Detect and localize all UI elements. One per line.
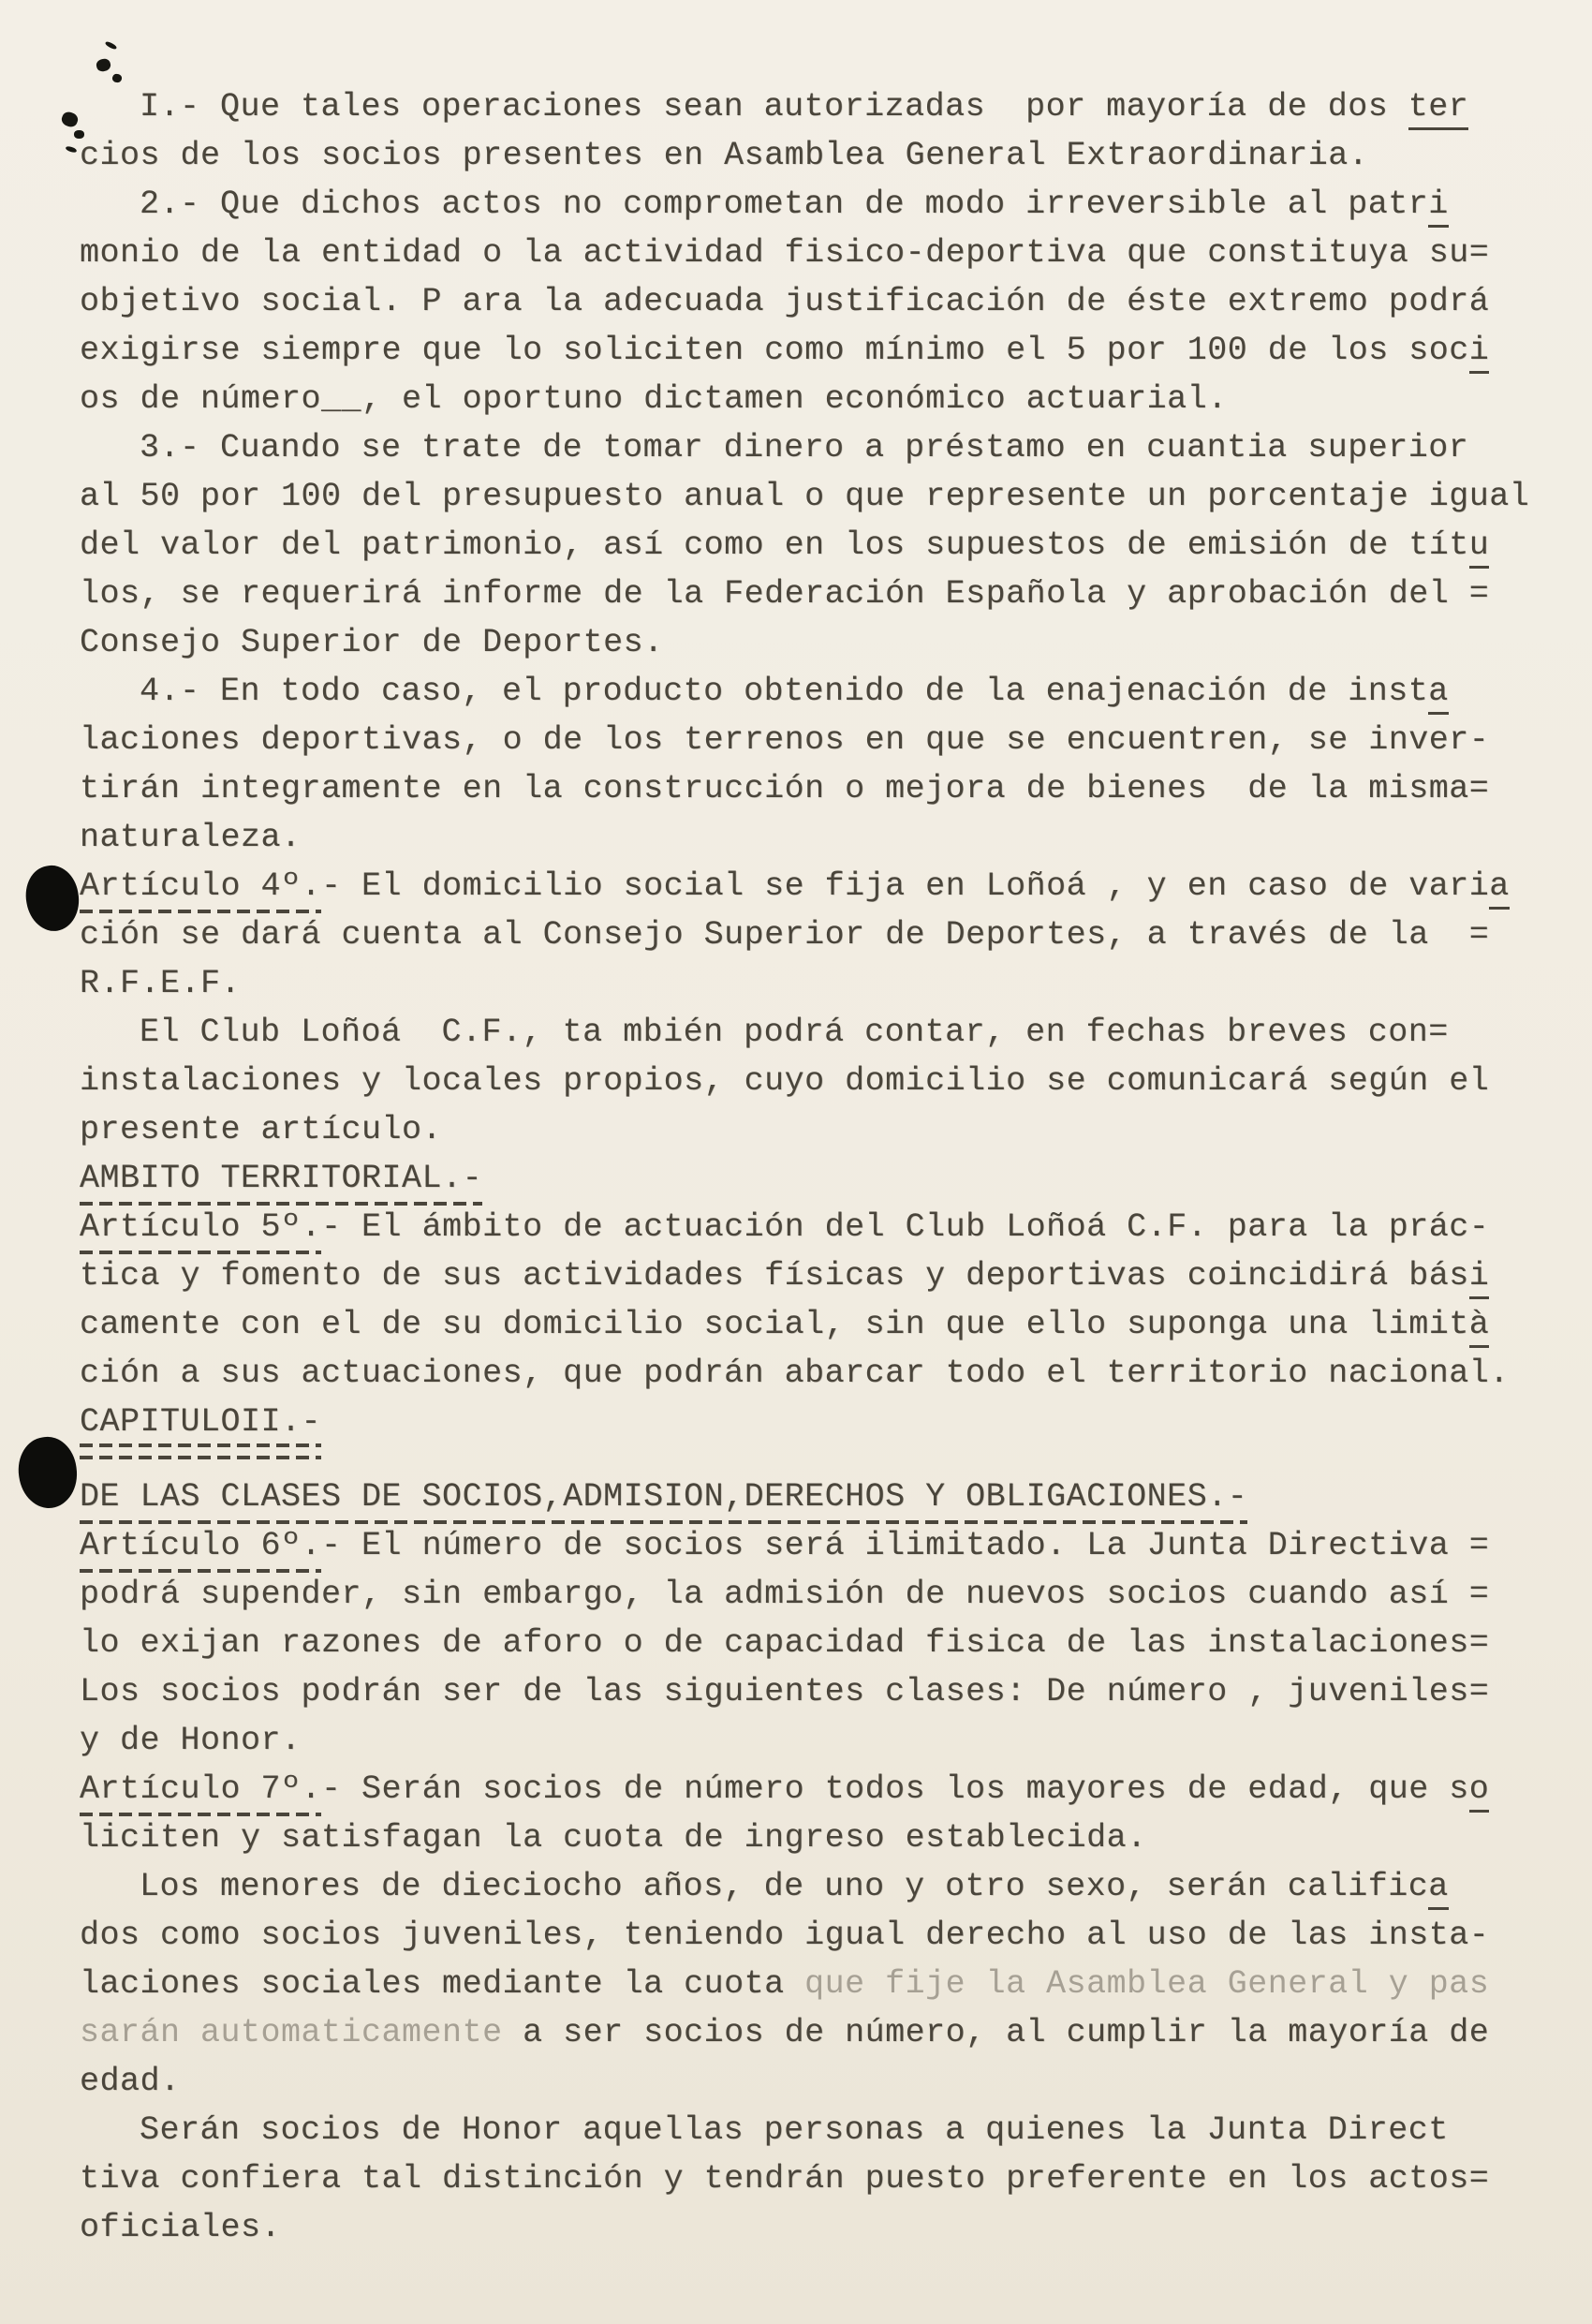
text-line [80, 764, 1555, 813]
text-segment: 3.- Cuando se trate de tomar dinero a préstamo en cuantia superior [140, 429, 1469, 466]
text-segment: - El número de socios será ilimitado. La Junta Directiva = [321, 1527, 1490, 1564]
text-segment: AMBITO TERRITORIAL.- [80, 1160, 482, 1206]
text-line [80, 1667, 1555, 1716]
text-segment: a [1489, 867, 1510, 910]
text-segment: a [1428, 673, 1449, 715]
text-line [80, 1300, 1555, 1349]
text-segment: à [1469, 1306, 1490, 1348]
text-segment: Artículo 4º. [80, 867, 321, 913]
text-line [80, 1154, 1555, 1203]
text-segment: i [1469, 332, 1490, 374]
text-segment: instalaciones y locales propios, cuyo domicilio se comunicará según el [80, 1062, 1490, 1100]
text-line [80, 375, 1555, 423]
text-line [80, 1521, 1555, 1570]
ink-speck [60, 111, 80, 129]
text-line [80, 326, 1555, 375]
text-line [80, 423, 1555, 472]
text-segment: ción a sus actuaciones, que podrán abarcar todo el territorio nacional. [80, 1354, 1510, 1392]
text-segment: tica y fomento de sus actividades físicas y deportivas coincidirá bás [80, 1257, 1469, 1295]
text-segment: laciones sociales mediante la cuota [80, 1965, 805, 2003]
text-line [80, 1203, 1555, 1251]
text-segment: i [1469, 1257, 1490, 1299]
text-line [80, 1570, 1555, 1619]
text-segment: tirán integramente en la construcción o mejora de bienes de la misma= [80, 770, 1490, 807]
text-segment: podrá supender, sin embargo, la admisión de nuevos socios cuando así = [80, 1576, 1490, 1613]
text-segment: i [1428, 185, 1449, 228]
text-segment: camente con el de su domicilio social, sin que ello suponga una limit [80, 1306, 1469, 1343]
hole-punch [21, 862, 83, 936]
hole-punch [14, 1433, 81, 1512]
text-segment: edad. [80, 2063, 181, 2100]
text-line [80, 862, 1555, 910]
text-segment: os de número__, el oportuno dictamen económico actuarial. [80, 380, 1228, 418]
text-segment: El Club Loñoá C.F., ta mbién podrá contar, en fechas breves con= [140, 1014, 1449, 1051]
text-line [80, 667, 1555, 716]
text-segment: Artículo 5º. [80, 1208, 321, 1254]
text-segment: cios de los socios presentes en Asamblea General Extraordinaria. [80, 137, 1369, 174]
text-segment: dos como socios juveniles, teniendo igual derecho al uso de las insta- [80, 1917, 1490, 1954]
text-segment: o [1469, 1770, 1490, 1813]
text-line [80, 1105, 1555, 1154]
text-segment: oficiales. [80, 2209, 282, 2246]
text-line [80, 1057, 1555, 1105]
text-line [80, 2203, 1555, 2252]
text-line [80, 180, 1555, 229]
text-segment: DE LAS CLASES DE SOCIOS,ADMISION,DERECHOS Y OBLIGACIONES.- [80, 1478, 1247, 1524]
text-segment: - El domicilio social se fija en Loñoá , y en caso de vari [321, 867, 1490, 905]
text-segment: ción se dará cuenta al Consejo Superior de Deportes, a través de la = [80, 916, 1490, 954]
ink-speck [105, 40, 118, 51]
text-line [80, 1619, 1555, 1667]
text-segment: CAPITULOII.- [80, 1403, 321, 1459]
text-segment: exigirse siempre que lo soliciten como mínimo el 5 por 100 de los soc [80, 332, 1469, 369]
text-line [80, 1911, 1555, 1960]
text-line [80, 813, 1555, 862]
text-line [80, 2154, 1555, 2203]
text-line [80, 716, 1555, 764]
text-segment: que fije la Asamblea General y pas [804, 1965, 1490, 2003]
ink-speck [96, 57, 112, 72]
text-line [80, 1349, 1555, 1398]
text-segment: Los socios podrán ser de las siguientes clases: De número , juveniles= [80, 1673, 1490, 1710]
text-line [80, 1398, 1555, 1446]
text-segment: ter [1408, 88, 1469, 130]
text-line [80, 472, 1555, 521]
text-line [80, 1960, 1555, 2008]
text-segment: del valor del patrimonio, así como en los supuestos de emisión de tít [80, 526, 1469, 564]
text-segment: 4.- En todo caso, el producto obtenido de la enajenación de inst [140, 673, 1429, 710]
text-line [80, 618, 1555, 667]
text-line [80, 277, 1555, 326]
text-segment: Artículo 7º. [80, 1770, 321, 1816]
text-line [80, 2057, 1555, 2106]
text-line [80, 910, 1555, 959]
text-segment: 2.- Que dichos actos no comprometan de modo irreversible al patr [140, 185, 1429, 223]
text-segment: laciones deportivas, o de los terrenos en que se encuentren, se inver- [80, 721, 1490, 759]
text-line [80, 2008, 1555, 2057]
text-line [80, 131, 1555, 180]
text-segment: objetivo social. P ara la adecuada justificación de éste extremo podrá [80, 283, 1490, 320]
document-text [80, 82, 1555, 2252]
text-segment: I.- Que tales operaciones sean autorizadas por mayoría de dos [140, 88, 1408, 126]
text-segment: a [1428, 1868, 1449, 1910]
text-line [80, 1716, 1555, 1765]
text-line [80, 1008, 1555, 1057]
text-line [80, 1251, 1555, 1300]
text-segment: Consejo Superior de Deportes. [80, 624, 664, 661]
text-segment: Artículo 6º. [80, 1527, 321, 1573]
text-segment: R.F.E.F. [80, 965, 242, 1002]
text-line [80, 521, 1555, 570]
text-segment: presente artículo. [80, 1111, 443, 1148]
text-line [80, 229, 1555, 277]
text-segment: u [1469, 526, 1490, 569]
text-segment: tiva confiera tal distinción y tendrán puesto preferente en los actos= [80, 2160, 1490, 2198]
text-segment: liciten y satisfagan la cuota de ingreso establecida. [80, 1819, 1147, 1857]
text-segment: y de Honor. [80, 1722, 302, 1759]
ink-speck [66, 145, 78, 153]
text-line [80, 570, 1555, 618]
text-line [80, 1765, 1555, 1813]
text-segment: los, se requerirá informe de la Federación Española y aprobación del = [80, 575, 1490, 613]
text-line [80, 1813, 1555, 1862]
text-line [80, 82, 1555, 131]
text-segment: lo exijan razones de aforo o de capacidad fisica de las instalaciones= [80, 1624, 1490, 1662]
text-line [80, 1473, 1555, 1521]
text-segment: a ser socios de número, al cumplir la mayoría de [502, 2014, 1490, 2051]
text-line [80, 2106, 1555, 2154]
text-segment: Los menores de dieciocho años, de uno y otro sexo, serán calific [140, 1868, 1429, 1905]
text-segment: monio de la entidad o la actividad fisico-deportiva que constituya su= [80, 234, 1490, 272]
text-segment: naturaleza. [80, 819, 302, 856]
text-line [80, 959, 1555, 1008]
text-segment: sarán automaticamente [80, 2014, 503, 2051]
text-segment: Serán socios de Honor aquellas personas a quienes la Junta Direct [140, 2111, 1449, 2149]
text-segment: al 50 por 100 del presupuesto anual o que represente un porcentaje igual [80, 478, 1530, 515]
text-segment: - El ámbito de actuación del Club Loñoá C.F. para la prác- [321, 1208, 1490, 1246]
text-segment: - Serán socios de número todos los mayores de edad, que s [321, 1770, 1469, 1808]
text-line [80, 1862, 1555, 1911]
